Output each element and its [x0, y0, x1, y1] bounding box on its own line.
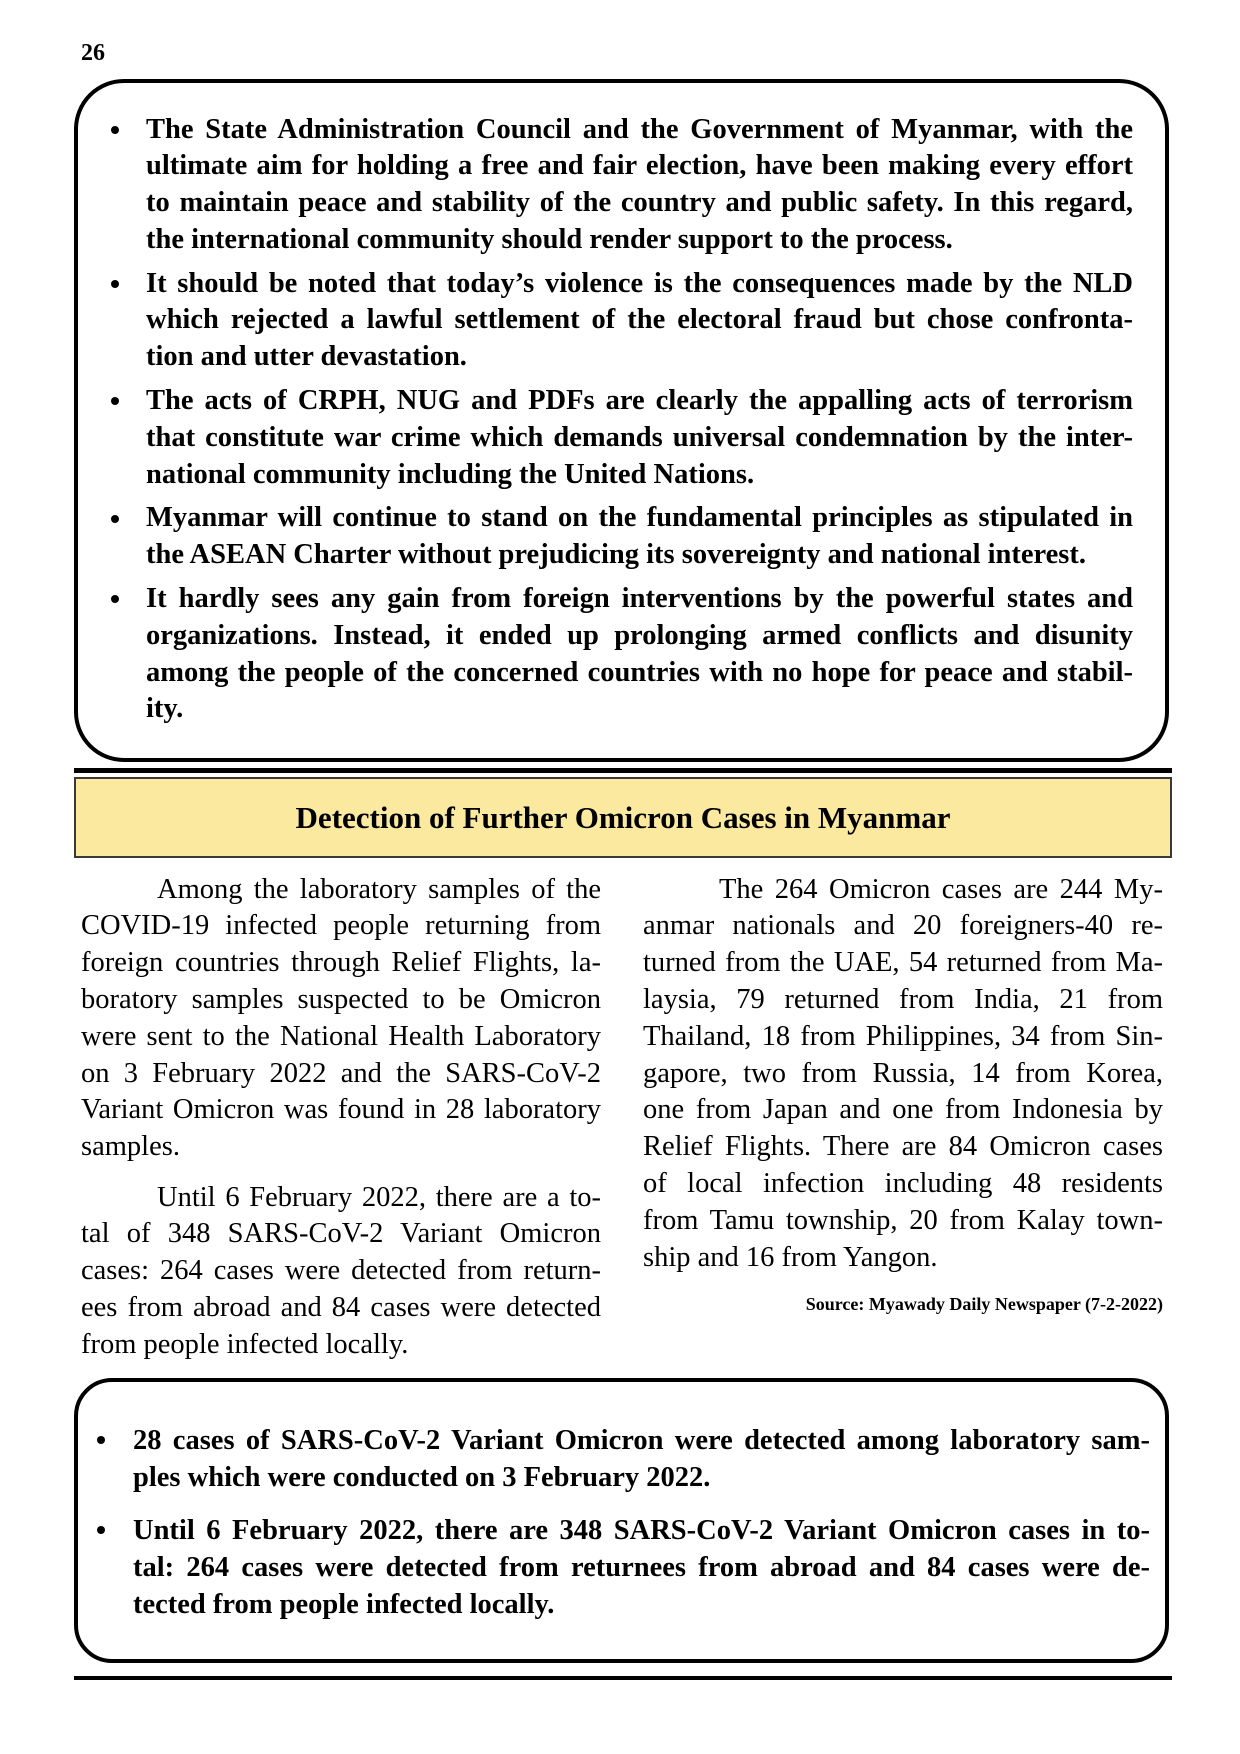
text-line: ity. — [146, 693, 184, 725]
section-title: Detection of Further Omicron Cases in Myanmar — [74, 777, 1172, 858]
text-line: ultimate aim for holding a free and fair election, have been making every effort — [146, 150, 1133, 182]
text-line: of local infection including 48 residents — [643, 1167, 1163, 1199]
bullet-icon — [97, 1436, 105, 1444]
text-line: national community including the United Nations. — [146, 458, 755, 490]
text-line: gapore, two from Russia, 14 from Korea, — [643, 1057, 1163, 1089]
text-line: The acts of CRPH, NUG and PDFs are clearly the appalling acts of terrorism — [146, 385, 1133, 417]
text-line: The 264 Omicron cases are 244 My- — [719, 873, 1163, 905]
text-line: boratory samples suspected to be Omicron — [81, 983, 601, 1015]
text-line: Myanmar will continue to stand on the fundamental principles as stipulated in — [146, 502, 1133, 534]
text-line: samples. — [81, 1131, 180, 1163]
text-line: laysia, 79 returned from India, 21 from — [643, 983, 1163, 1015]
text-line: anmar nationals and 20 foreigners-40 re- — [643, 910, 1163, 942]
text-line: ship and 16 from Yangon. — [643, 1241, 938, 1273]
text-line: Among the laboratory samples of the — [157, 873, 601, 905]
bullet-item — [146, 112, 1133, 259]
text-line: foreign countries through Relief Flights, la- — [81, 947, 601, 979]
text-line: ees from abroad and 84 cases were detected — [81, 1291, 601, 1323]
text-line: The State Administration Council and the Government of Myanmar, with the — [146, 113, 1133, 145]
text-line: Relief Flights. There are 84 Omicron cases — [643, 1131, 1163, 1163]
text-line: on 3 February 2022 and the SARS-CoV-2 — [81, 1057, 601, 1089]
bullet-item — [133, 1422, 1150, 1496]
text-line: Until 6 February 2022, there are a to- — [157, 1181, 601, 1213]
bullet-item — [146, 383, 1133, 493]
text-line: tion and utter devastation. — [146, 341, 467, 373]
bullet-icon — [111, 126, 119, 134]
text-line: It hardly sees any gain from foreign interventions by the powerful states and — [146, 583, 1133, 615]
text-line: the ASEAN Charter without prejudicing its sovereignty and national interest. — [146, 539, 1087, 571]
bullet-item — [146, 266, 1133, 376]
text-line: Until 6 February 2022, there are 348 SARS-CoV-2 Variant Omicron cases in to- — [133, 1514, 1150, 1546]
text-line: one from Japan and one from Indonesia by — [643, 1094, 1163, 1126]
bullet-icon — [111, 515, 119, 523]
text-line: which rejected a lawful settlement of the electoral fraud but chose confronta- — [146, 304, 1133, 336]
bullet-icon — [97, 1526, 105, 1534]
text-line: were sent to the National Health Laboratory — [81, 1020, 601, 1052]
summary-bullet-list-top — [146, 112, 1133, 729]
text-line: tal: 264 cases were detected from returnees from abroad and 84 cases were de- — [133, 1551, 1150, 1583]
text-line: from people infected locally. — [81, 1328, 409, 1360]
text-line: Variant Omicron was found in 28 laboratory — [81, 1094, 601, 1126]
text-line: COVID-19 infected people returning from — [81, 910, 601, 942]
text-line: It should be noted that today’s violence is the consequences made by the NLD — [146, 267, 1133, 299]
divider-rule — [74, 1676, 1172, 1680]
bullet-item — [146, 500, 1133, 574]
text-line: organizations. Instead, it ended up prolonging armed conflicts and disunity — [146, 619, 1133, 651]
summary-bullet-list-bottom — [133, 1422, 1150, 1623]
text-line: 28 cases of SARS-CoV-2 Variant Omicron were detected among laboratory sam- — [133, 1424, 1150, 1456]
divider-rule — [74, 768, 1172, 773]
text-line: Thailand, 18 from Philippines, 34 from Sin- — [643, 1020, 1163, 1052]
paragraph — [81, 1180, 601, 1364]
text-line: tal of 348 SARS-CoV-2 Variant Omicron — [81, 1218, 601, 1250]
text-line: from Tamu township, 20 from Kalay town- — [643, 1204, 1163, 1236]
paragraph — [81, 872, 601, 1166]
page-number: 26 — [81, 40, 105, 66]
article-column-left — [81, 872, 601, 1364]
text-line: that constitute war crime which demands universal condemnation by the inter- — [146, 421, 1133, 453]
text-line: tected from people infected locally. — [133, 1588, 555, 1620]
text-line: to maintain peace and stability of the country and public safety. In this regard, — [146, 187, 1133, 219]
text-line: among the people of the concerned countries with no hope for peace and stabil- — [146, 656, 1133, 688]
text-line: ples which were conducted on 3 February 2022. — [133, 1461, 711, 1493]
text-line: the international community should render support to the process. — [146, 223, 953, 255]
text-line: turned from the UAE, 54 returned from Ma- — [643, 947, 1163, 979]
source-credit: Source: Myawady Daily Newspaper (7-2-2022) — [805, 1294, 1163, 1314]
text-line: cases: 264 cases were detected from return- — [81, 1255, 601, 1287]
article-column-right — [643, 872, 1163, 1277]
bullet-item — [146, 581, 1133, 728]
paragraph — [643, 872, 1163, 1277]
bullet-item — [133, 1512, 1150, 1623]
